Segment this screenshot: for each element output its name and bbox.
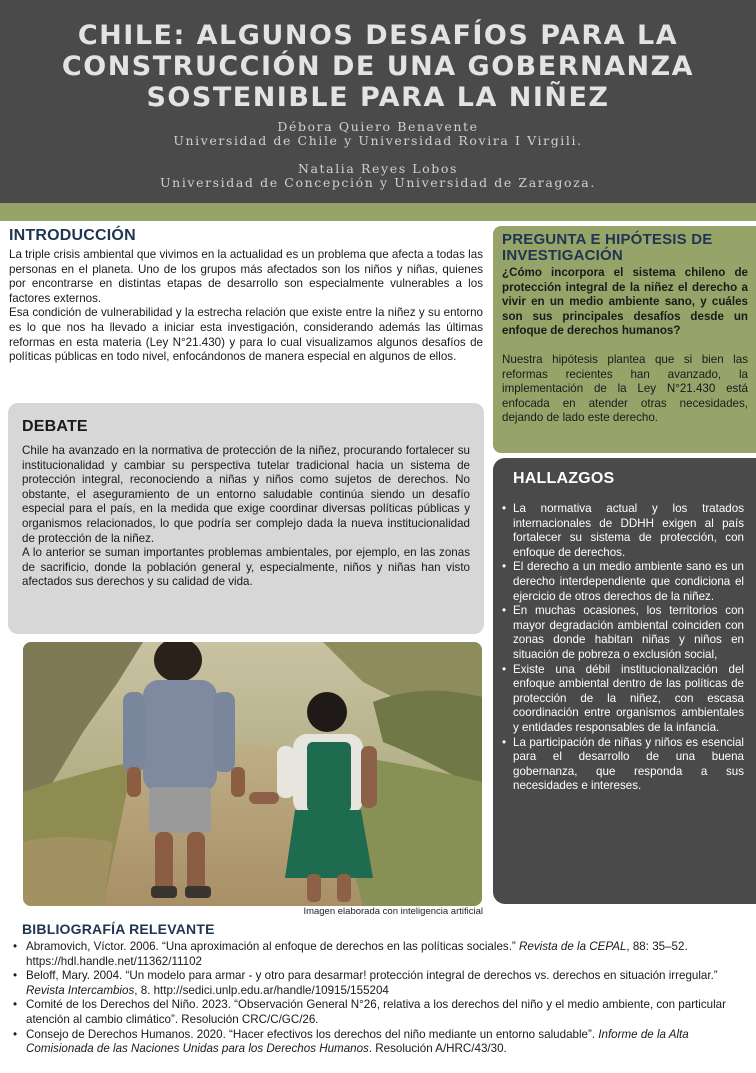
children-walking-photo — [23, 642, 482, 906]
reference-link: , 8. http://sedici.unlp.edu.ar/handle/10915/155204 — [134, 983, 389, 997]
authors-block — [0, 120, 756, 190]
debate-heading: DEBATE — [22, 418, 88, 435]
introduction-paragraph-1: La triple crisis ambiental que vivimos en la actualidad es un problema que afecta a todas las personas en el planeta. Uno de los grupos más afectados son los niños y niñas, quienes por encontrarse en distintas etapas de desarrollo son especialmente vulnerables a los factores externos. — [9, 248, 483, 305]
bullet-icon: • — [502, 735, 507, 749]
reference-item — [9, 1028, 749, 1057]
reference-journal: Revista de la CEPAL — [519, 940, 627, 953]
author-1-affiliation: Universidad de Chile y Universidad Rovira I Virgili. — [173, 133, 583, 148]
finding-text: La normativa actual y los tratados internacionales de DDHH exigen al país fortalecer su sistema de protección, con enfoque de derechos. — [513, 502, 744, 559]
author-2-name: Natalia Reyes Lobos — [297, 161, 459, 176]
introduction-section — [9, 227, 483, 365]
reference-link: , 88: 35–52. https://hdl.handle.net/11362/11102 — [26, 940, 688, 968]
author-1-name: Débora Quiero Benavente — [277, 119, 479, 134]
introduction-paragraph-2: Esa condición de vulnerabilidad y la estrecha relación que existe entre la niñez y su entorno es lo que nos ha llevado a iniciar esta investigación, considerando además las últimas reformas en esta materia (Ley N°21.430) y para lo cual visualizamos algunos desafíos de políticas públicas en todo nivel, enfocándonos de manera especial en algunos de ellos. — [9, 306, 483, 364]
bullet-icon: • — [502, 560, 507, 574]
header-accent-bar — [0, 203, 756, 221]
findings-list — [499, 502, 744, 794]
bibliography-section — [9, 921, 749, 1057]
finding-text: La participación de niñas y niños es esencial para el desarrollo de una buena gobernanza, que responda a sus necesidades e intereses. — [513, 735, 744, 793]
bullet-icon: • — [502, 502, 507, 515]
bullet-icon: • — [13, 1027, 18, 1041]
bullet-icon: • — [502, 604, 507, 618]
bullet-icon: • — [13, 998, 18, 1012]
reference-text: Abramovich, Víctor. 2006. “Una aproximación al enfoque de derechos en las políticas sociales.” — [26, 940, 520, 953]
bullet-icon: • — [13, 940, 18, 953]
finding-item — [499, 736, 744, 794]
finding-text: Existe una débil institucionalización del enfoque ambiental dentro de las políticas de protección de la niñez, con escasa coordinación entre organismos ambientales y entidades responsables de la infancia. — [513, 662, 744, 734]
debate-panel — [8, 403, 484, 634]
poster-header — [0, 0, 756, 203]
bullet-icon: • — [502, 662, 507, 676]
reference-text: Comité de los Derechos del Niño. 2023. “Observación General N°26, relativa a los derechos del niño y el medio ambiente, con particular atención al cambio climático”. Resolución CRC/C/GC/26. — [26, 998, 726, 1026]
reference-journal: Informe de la Alta Comisionada de las Naciones Unidas para los Derechos Humanos — [26, 1027, 689, 1056]
introduction-heading: INTRODUCCIÓN — [9, 227, 136, 244]
author-2-affiliation: Universidad de Concepción y Universidad de Zaragoza. — [160, 175, 596, 190]
finding-item — [499, 663, 744, 736]
finding-item — [499, 604, 744, 662]
finding-item — [499, 560, 744, 604]
hypothesis-text: Nuestra hipótesis plantea que si bien las reformas recientes han avanzado, la implementación de la Ley N°21.430 está enfocada en atender otras necesidades, dejando de lado este derecho. — [502, 352, 748, 425]
bibliography-heading: BIBLIOGRAFÍA RELEVANTE — [22, 921, 215, 937]
reference-item — [9, 940, 749, 969]
title-line-3: SOSTENIBLE PARA LA NIÑEZ — [146, 82, 610, 113]
findings-panel — [493, 458, 756, 904]
finding-item — [499, 502, 744, 560]
reference-journal: Revista Intercambios — [26, 983, 135, 997]
debate-paragraph-2: A lo anterior se suman importantes problemas ambientales, por ejemplo, en las zonas de sacrificio, donde la población general y, especialmente, niños y niñas han visto afectados sus derechos y su calidad de vida. — [22, 546, 470, 589]
poster-title — [20, 20, 736, 113]
bibliography-list — [9, 940, 749, 1057]
reference-item — [9, 998, 749, 1027]
research-question-panel — [493, 226, 756, 453]
findings-heading: HALLAZGOS — [513, 470, 615, 487]
reference-text: . Resolución A/HRC/43/30. — [368, 1042, 507, 1056]
debate-paragraph-1: Chile ha avanzado en la normativa de protección de la niñez, procurando fortalecer su institucionalidad y cambiar su perspectiva tutelar tradicional hacia un sistema de protección integral, reconociendo a niñas y niños como sujetos de derechos. No obstante, el aseguramiento de un entorno saludable continúa siendo un desafío especial para el país, en la medida que exige coordinar diversas políticas públicas y organismos relacionados, lo que podría ser complejo dada la nueva institucionalidad de protección de la niñez. — [22, 444, 470, 545]
reference-text: Consejo de Derechos Humanos. 2020. “Hacer efectivos los derechos del niño mediante un entorno saludable”. — [26, 1027, 599, 1041]
reference-text: Beloff, Mary. 2004. “Un modelo para armar - y otro para desarmar! protección integral de derechos vs. derechos en situación irregular.” — [26, 969, 718, 983]
children-walking-illustration — [23, 642, 482, 906]
research-question-heading: PREGUNTA E HIPÓTESIS DE INVESTIGACIÓN — [502, 231, 713, 264]
reference-item — [9, 969, 749, 998]
title-line-2: CONSTRUCCIÓN DE UNA GOBERNANZA — [61, 51, 695, 82]
bullet-icon: • — [13, 969, 18, 983]
finding-text: El derecho a un medio ambiente sano es un derecho interdependiente que condiciona el ejercicio de otros derechos de la niñez. — [513, 560, 744, 603]
title-line-1: CHILE: ALGUNOS DESAFÍOS PARA LA — [77, 20, 679, 51]
research-question-text: ¿Cómo incorpora el sistema chileno de protección integral de la niñez el derecho a vivir en un medio ambiente sano, y cuáles son sus principales desafíos desde un enfoque de derechos humanos? — [502, 266, 748, 338]
finding-text: En muchas ocasiones, los territorios con mayor degradación ambiental coinciden con zonas donde habitan niñas y niños en situación de pobreza o exclusión social, — [513, 604, 744, 661]
photo-caption: Imagen elaborada con inteligencia artificial — [303, 906, 483, 917]
